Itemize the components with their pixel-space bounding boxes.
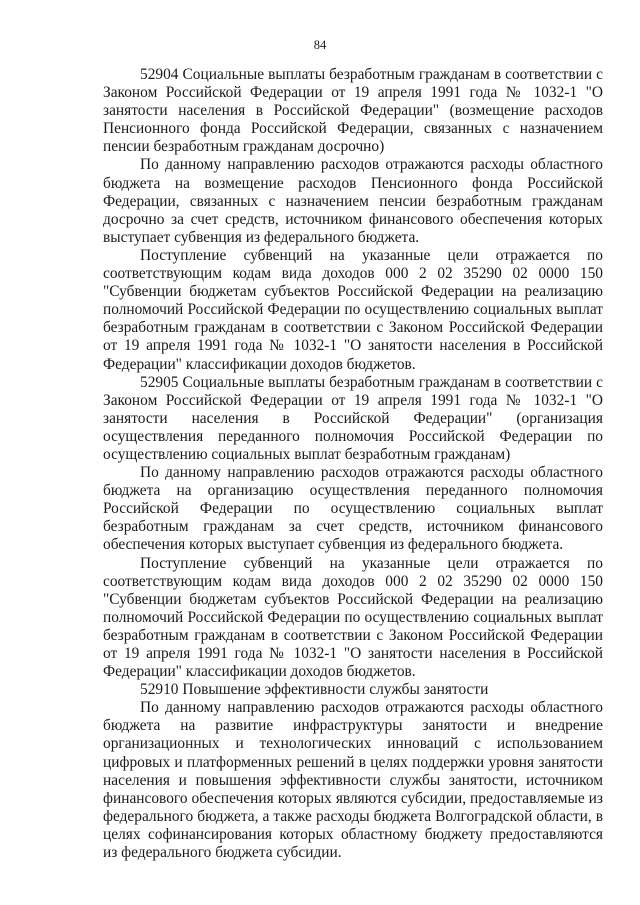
paragraph-52904-expenses: По данному направлению расходов отражаются расходы областного бюджета на возмещение расходов Пенсионного фонда Российской Федерации, связанных с назначением пенсии безработным гражданам досрочно за счет средств, источником финансового обеспечения которых выступает субвенция из федерального бюджета. — [103, 156, 603, 246]
document-body — [103, 66, 603, 862]
paragraph-52905-expenses: По данному направлению расходов отражаются расходы областного бюджета на организацию осуществления переданного полномочия Российской Федерации по осуществлению социальных выплат безработным гражданам за счет средств, источником финансового обеспечения которых выступает субвенция из федерального бюджета. — [103, 464, 603, 554]
paragraph-52904-heading: 52904 Социальные выплаты безработным гражданам в соответствии с Законом Российской Федерации от 19 апреля 1991 года № 1032-1 "О занятости населения в Российской Федерации" (возмещение расходов Пенсионного фонда Российской Федерации, связанных с назначением пенсии безработным гражданам досрочно) — [103, 66, 603, 156]
paragraph-52905-revenues: Поступление субвенций на указанные цели отражается по соответствующим кодам вида доходов 000 2 02 35290 02 0000 150 "Субвенции бюджетам субъектов Российской Федерации на реализацию полномочий Российской Федерации по осуществлению социальных выплат безработным гражданам в соответствии с Законом Российской Федерации от 19 апреля 1991 года № 1032-1 "О занятости населения в Российской Федерации" классификации доходов бюджетов. — [103, 554, 603, 681]
paragraph-52905-heading: 52905 Социальные выплаты безработным гражданам в соответствии с Законом Российской Федерации от 19 апреля 1991 года № 1032-1 "О занятости населения в Российской Федерации" (организация осуществления переданного полномочия Российской Федерации по осуществлению социальных выплат безработным гражданам) — [103, 373, 603, 463]
paragraph-52904-revenues: Поступление субвенций на указанные цели отражается по соответствующим кодам вида доходов 000 2 02 35290 02 0000 150 "Субвенции бюджетам субъектов Российской Федерации на реализацию полномочий Российской Федерации по осуществлению социальных выплат безработным гражданам в соответствии с Законом Российской Федерации от 19 апреля 1991 года № 1032-1 "О занятости населения в Российской Федерации" классификации доходов бюджетов. — [103, 246, 603, 373]
paragraph-52910-heading: 52910 Повышение эффективности службы занятости — [140, 681, 489, 699]
paragraph-52910-expenses: По данному направлению расходов отражаются расходы областного бюджета на развитие инфраструктуры занятости и внедрение организационных и технологических инноваций с использованием цифровых и платформенных решений в целях поддержки уровня занятости населения и повышения эффективности службы занятости, источником финансового обеспечения которых являются субсидии, предоставляемые из федерального бюджета, а также расходы бюджета Волгоградской области, в целях софинансирования которых областному бюджету предоставляются из федерального бюджета субсидии. — [103, 699, 603, 862]
page-number: 84 — [313, 38, 327, 52]
